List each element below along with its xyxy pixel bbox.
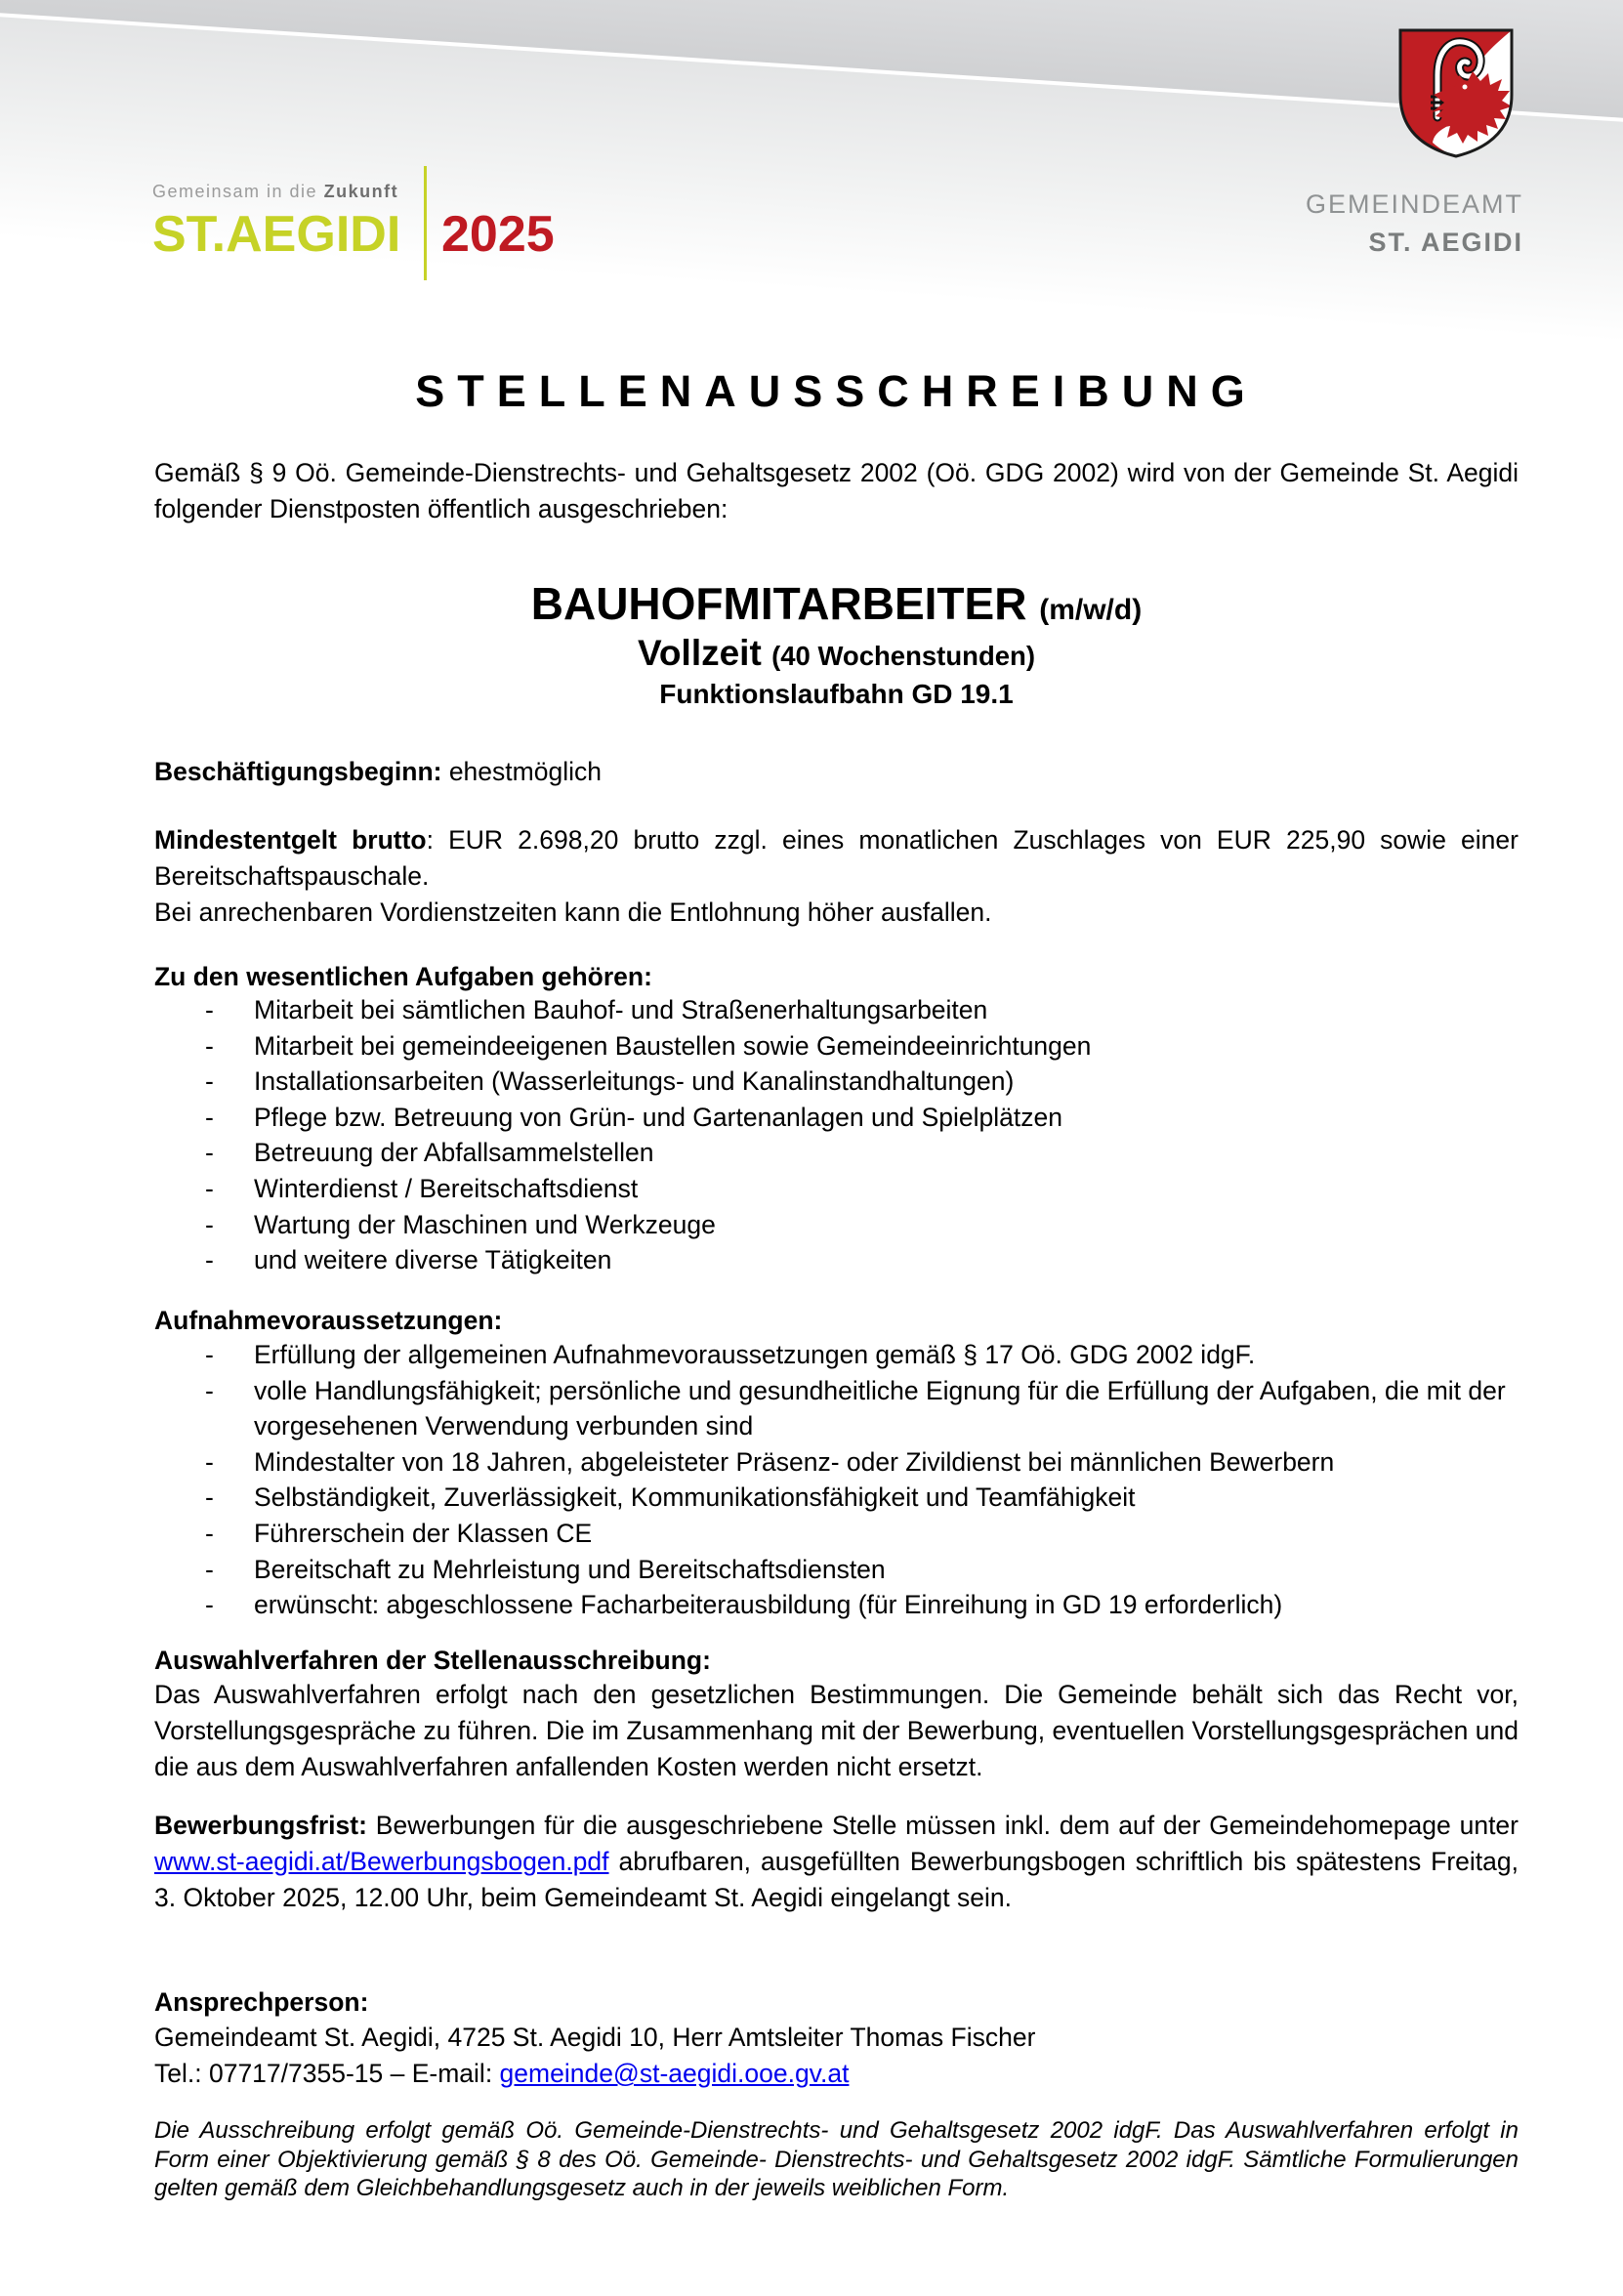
selection-heading: Auswahlverfahren der Stellenausschreibung: <box>154 1646 711 1675</box>
requirement-list-item: - Erfüllung der allgemeinen Aufnahmevoraussetzungen gemäß § 17 Oö. GDG 2002 idgF. <box>154 1337 1519 1373</box>
office-name-line1: GEMEINDEAMT <box>1305 189 1523 219</box>
contact-heading: Ansprechperson: <box>154 1987 369 2017</box>
requirement-list-item: - volle Handlungsfähigkeit; persönliche und gesundheitliche Eignung für die Erfüllung der Aufgaben, die mit der vorgesehenen Verwendung verbunden sind <box>154 1373 1519 1444</box>
office-name-line2: ST. AEGIDI <box>1368 228 1523 257</box>
task-list-item: - Betreuung der Abfallsammelstellen <box>154 1135 1519 1171</box>
position-gender-suffix: (m/w/d) <box>1039 594 1143 626</box>
page-title: STELLENAUSSCHREIBUNG <box>415 366 1258 416</box>
municipality-logo <box>152 182 572 299</box>
logo-year: 2025 <box>441 206 555 263</box>
requirement-list-item: - Führerschein der Klassen CE <box>154 1516 1519 1552</box>
requirement-list-item: - Bereitschaft zu Mehrleistung und Bereitschaftsdiensten <box>154 1552 1519 1588</box>
application-deadline-paragraph <box>154 1808 1519 1916</box>
contact-phone-email-line <box>154 2056 1519 2092</box>
requirement-list-item: - Mindestalter von 18 Jahren, abgeleisteter Präsenz- oder Zivildienst bei männlichen Bewerbern <box>154 1444 1519 1481</box>
task-list-item: - Installationsarbeiten (Wasserleitungs- und Kanalinstandhaltungen) <box>154 1064 1519 1100</box>
requirements-heading: Aufnahmevoraussetzungen: <box>154 1306 503 1335</box>
salary-text: : EUR 2.698,20 brutto zzgl. eines monatlichen Zuschlages von EUR 225,90 sowie einer Bereitschaftspauschale. <box>154 825 1519 891</box>
requirement-list-item: - erwünscht: abgeschlossene Facharbeiterausbildung (für Einreihung in GD 19 erforderlich) <box>154 1587 1519 1623</box>
salary-section <box>154 822 1519 931</box>
requirements-list <box>154 1337 1519 1623</box>
task-list-item: - Mitarbeit bei sämtlichen Bauhof- und Straßenerhaltungsarbeiten <box>154 992 1519 1028</box>
salary-paragraph <box>154 822 1519 895</box>
application-form-link[interactable]: www.st-aegidi.at/Bewerbungsbogen.pdf <box>154 1847 609 1876</box>
application-deadline-label: Bewerbungsfrist: <box>154 1811 367 1840</box>
coat-of-arms-icon <box>1393 23 1519 162</box>
task-list-item: - und weitere diverse Tätigkeiten <box>154 1242 1519 1278</box>
contact-email-link[interactable]: gemeinde@st-aegidi.ooe.gv.at <box>499 2059 850 2088</box>
logo-name: ST.AEGIDI <box>152 206 401 263</box>
task-list-item: - Winterdienst / Bereitschaftsdienst <box>154 1171 1519 1207</box>
start-date-line <box>154 754 1519 790</box>
position-title-text: BAUHOFMITARBEITER <box>530 578 1027 629</box>
logo-tagline-bold: Zukunft <box>323 182 399 201</box>
start-date-label: Beschäftigungsbeginn: <box>154 757 442 786</box>
task-list-item: - Mitarbeit bei gemeindeeigenen Baustellen sowie Gemeindeeinrichtungen <box>154 1028 1519 1065</box>
position-employment-type <box>154 635 1519 673</box>
intro-paragraph: Gemäß § 9 Oö. Gemeinde-Dienstrechts- und Gehaltsgesetz 2002 (Oö. GDG 2002) wird von der Gemeinde St. Aegidi folgender Dienstposten öffentlich ausgeschrieben: <box>154 458 1519 523</box>
logo-divider-line <box>424 166 427 280</box>
legal-footnote: Die Ausschreibung erfolgt gemäß Oö. Gemeinde-Dienstrechts- und Gehaltsgesetz 2002 idgF. Das Auswahlverfahren erfolgt in Form einer Objektivierung gemäß § 8 des Oö. Gemeinde- Dienstrechts- und Gehaltsgesetz 2002 idgF. Sämtliche Formulierungen gelten gemäß dem Gleichbehandlungsgesetz auch in der jeweils weiblichen Form. <box>154 2117 1519 2201</box>
position-career-path: Funktionslaufbahn GD 19.1 <box>659 679 1014 709</box>
logo-tagline-regular: Gemeinsam in die <box>152 182 324 201</box>
contact-phone-text: Tel.: 07717/7355-15 – E-mail: <box>154 2059 500 2088</box>
selection-paragraph: Das Auswahlverfahren erfolgt nach den gesetzlichen Bestimmungen. Die Gemeinde behält sich das Recht vor, Vorstellungsgespräche zu führen. Die im Zusammenhang mit der Bewerbung, eventuellen Vorstellungsgesprächen und die aus dem Auswahlverfahren anfallenden Kosten werden nicht ersetzt. <box>154 1680 1519 1781</box>
logo-tagline <box>152 182 572 202</box>
requirement-list-item: - Selbständigkeit, Zuverlässigkeit, Kommunikationsfähigkeit und Teamfähigkeit <box>154 1480 1519 1516</box>
tasks-list <box>154 992 1519 1278</box>
start-date-value: ehestmöglich <box>441 757 602 786</box>
office-name <box>1306 189 1523 258</box>
employment-type-text: Vollzeit <box>638 633 762 673</box>
contact-address-line: Gemeindeamt St. Aegidi, 4725 St. Aegidi 10, Herr Amtsleiter Thomas Fischer <box>154 2023 1036 2052</box>
tasks-heading: Zu den wesentlichen Aufgaben gehören: <box>154 962 652 991</box>
task-list-item: - Wartung der Maschinen und Werkzeuge <box>154 1207 1519 1243</box>
task-list-item: - Pflege bzw. Betreuung von Grün- und Gartenanlagen und Spielplätzen <box>154 1100 1519 1136</box>
salary-label: Mindestentgelt brutto <box>154 825 427 855</box>
application-text-after-link: abrufbaren, ausgefüllten Bewerbungsbogen schriftlich bis spätestens Freitag, 3. Oktober 2025, 12.00 Uhr, beim Gemeindeamt St. Aegidi eingelangt sein. <box>154 1847 1519 1912</box>
salary-note: Bei anrechenbaren Vordienstzeiten kann die Entlohnung höher ausfallen. <box>154 898 992 927</box>
employment-hours: (40 Wochenstunden) <box>771 641 1035 671</box>
application-text-before-link: Bewerbungen für die ausgeschriebene Stelle müssen inkl. dem auf der Gemeindehomepage unter <box>366 1811 1519 1840</box>
position-title <box>154 580 1519 627</box>
